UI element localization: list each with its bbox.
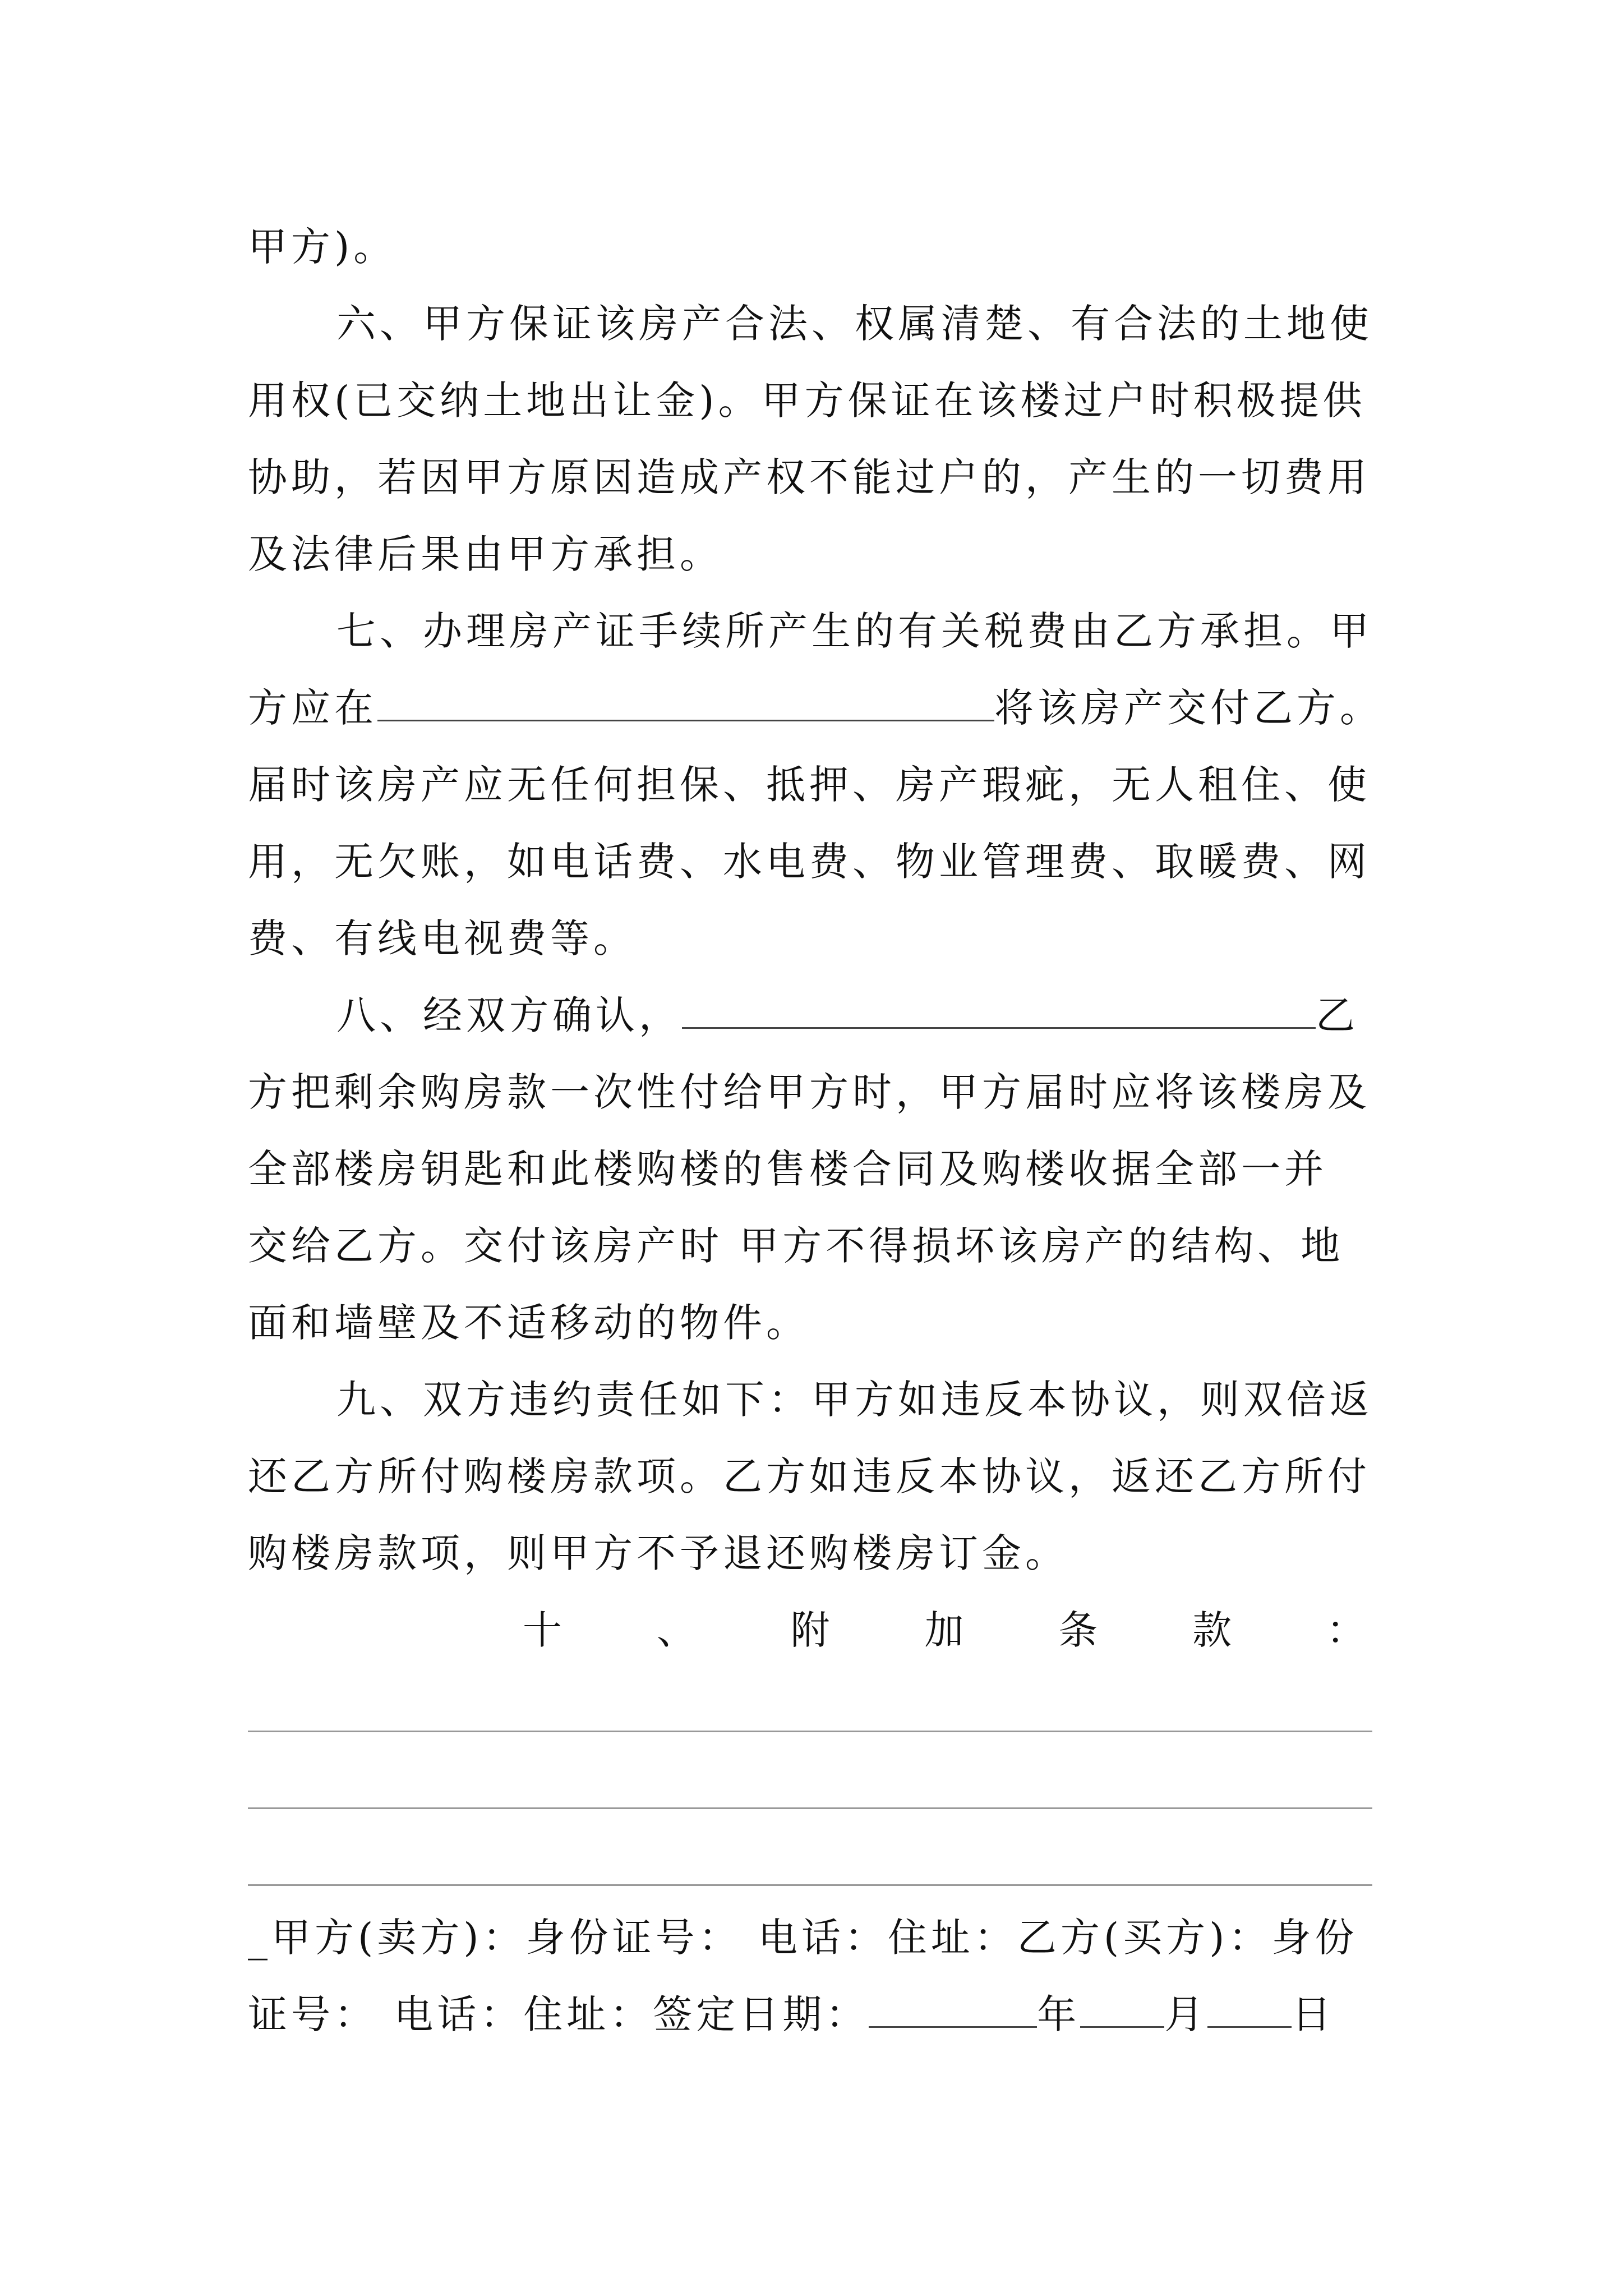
clause-10-char: 加 (924, 1607, 968, 1653)
delivery-date-blank (377, 677, 994, 721)
clause-10-char: 十 (523, 1607, 566, 1653)
year-blank (869, 1984, 1037, 2028)
clause-7-line-2 (248, 670, 1386, 747)
clause-10-char: 附 (790, 1607, 834, 1653)
clause-8-line-1 (248, 977, 1386, 1054)
clause-10-char: 款 (1192, 1607, 1236, 1653)
clause-9-line-2: 还乙方所付购楼房款项。乙方如违反本协议，返还乙方所付 (248, 1453, 1371, 1499)
contract-text (248, 209, 1386, 2053)
confirmation-blank (682, 984, 1316, 1029)
signature-line-1: _甲方(卖方)：身份证号： 电话：住址：乙方(买方)：身份 (248, 1915, 1358, 1961)
clause-10-char: 、 (656, 1607, 700, 1653)
clause-7-line-3: 届时该房产应无任何担保、抵押、房产瑕疵，无人租住、使 (248, 762, 1371, 808)
clause-9-line-3: 购楼房款项，则甲方不予退还购楼房订金。 (248, 1530, 1068, 1576)
clause-7-line-2-start: 方应在 (248, 685, 377, 731)
clause-10-heading (248, 1592, 1386, 1669)
clause-7-line-1: 七、办理房产证手续所产生的有关税费由乙方承担。甲 (336, 608, 1373, 654)
clause-10-char: ： (1326, 1607, 1370, 1653)
additional-terms-line-2 (248, 1746, 1386, 1823)
additional-terms-line-3 (248, 1823, 1386, 1899)
clause-7-line-2-end: 将该房产交付乙方。 (994, 685, 1383, 731)
clause-8-line-1-end: 乙 (1316, 992, 1359, 1038)
month-blank (1080, 1984, 1164, 2028)
clause-6-line-2: 用权(已交纳土地出让金)。甲方保证在该楼过户时积极提供 (248, 378, 1366, 424)
clause-6-line-1: 六、甲方保证该房产合法、权属清楚、有合法的土地使 (336, 301, 1373, 347)
signature-line-2-start: 证号： 电话：住址：签定日期： (248, 1991, 869, 2037)
clause-10-char: 条 (1058, 1607, 1102, 1653)
clause-9-line-1: 九、双方违约责任如下：甲方如违反本协议，则双倍返 (336, 1377, 1373, 1423)
clause-8-line-4: 交给乙方。交付该房产时 甲方不得损坏该房产的结构、地 (248, 1223, 1344, 1269)
day-label: 日 (1292, 1991, 1335, 2037)
clause-8-line-1-start: 八、经双方确认， (336, 992, 682, 1038)
clause-8-line-5: 面和墙壁及不适移动的物件。 (248, 1300, 809, 1346)
clause-8-line-3: 全部楼房钥匙和此楼购楼的售楼合同及购楼收据全部一并 (248, 1146, 1327, 1192)
day-blank (1207, 1984, 1292, 2028)
signature-line-2 (248, 1976, 1386, 2053)
para-continuation: 甲方)。 (248, 224, 397, 270)
additional-terms-line-1 (248, 1669, 1386, 1746)
clause-6-line-4: 及法律后果由甲方承担。 (248, 531, 723, 577)
month-label: 月 (1164, 1991, 1208, 2037)
clause-7-line-5: 费、有线电视费等。 (248, 915, 637, 961)
clause-8-line-2: 方把剩余购房款一次性付给甲方时，甲方届时应将该楼房及 (248, 1069, 1371, 1115)
year-label: 年 (1037, 1991, 1081, 2037)
clause-6-line-3: 协助，若因甲方原因造成产权不能过户的，产生的一切费用 (248, 454, 1371, 500)
clause-7-line-4: 用，无欠账，如电话费、水电费、物业管理费、取暖费、网 (248, 839, 1371, 885)
